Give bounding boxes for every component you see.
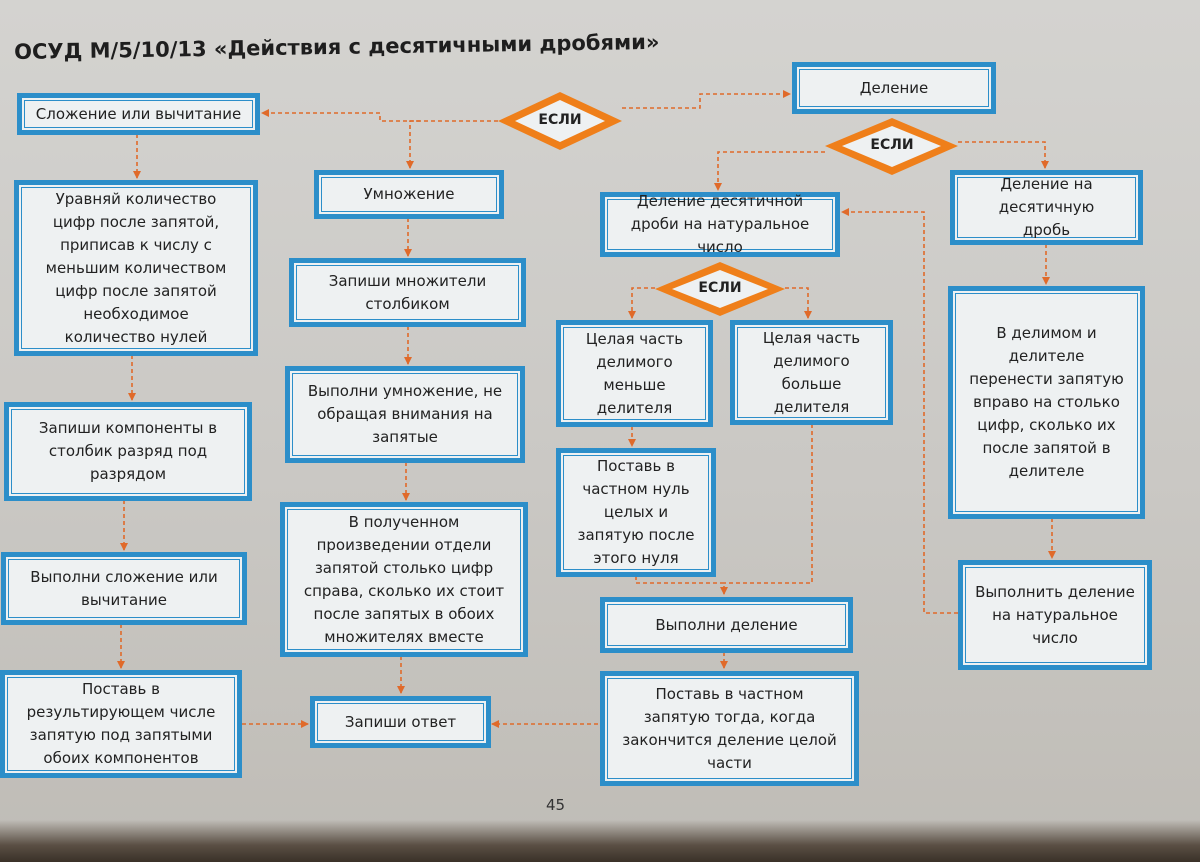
arrow-if2-to-div-natural — [718, 152, 825, 190]
arrow-if3-to-less — [632, 288, 655, 318]
node-add-sub: Сложение или вычитание — [17, 93, 260, 135]
arrow-if-to-division — [622, 94, 790, 108]
node-do-multiply: Выполни умножение, не обращая внимания на запятые — [285, 366, 525, 463]
arrow-if2-to-div-decimal — [958, 142, 1045, 168]
page-bottom-shadow — [0, 820, 1200, 862]
page-title: ОСУД М/5/10/13 «Действия с десятичными дробями» — [14, 29, 660, 64]
node-do-add-sub: Выполни сложение или вычитание — [1, 552, 247, 625]
node-div-by-natural: Деление десятичной дроби на натуральное число — [600, 192, 840, 257]
arrow-if-to-multiply — [410, 121, 420, 168]
node-move-comma: В делимом и делителе перенести запятую вправо на столько цифр, сколько их после запятой в делителе — [948, 286, 1145, 519]
arrow-if3-to-greater — [785, 288, 808, 318]
arrow-if-to-add-sub — [262, 113, 498, 121]
node-comma-in-quotient: Поставь в частном запятую тогда, когда закончится деление целой части — [600, 671, 859, 786]
decision-label-1: ЕСЛИ — [538, 112, 582, 128]
node-zero-whole: Поставь в частном нуль целых и запятую после этого нуля — [556, 448, 716, 577]
arrow-zero-to-do-div — [636, 576, 724, 594]
node-write-factors: Запиши множители столбиком — [289, 258, 526, 327]
node-int-less: Целая часть делимого меньше делителя — [556, 320, 713, 427]
node-write-column: Запиши компоненты в столбик разряд под разрядом — [4, 402, 252, 501]
node-separate-digits: В полученном произведении отдели запятой столько цифр справа, сколько их стоит после запятых в обоих множителях вместе — [280, 502, 528, 657]
node-int-greater: Целая часть делимого больше делителя — [730, 320, 893, 425]
node-division: Деление — [792, 62, 996, 114]
node-write-answer: Запиши ответ — [310, 696, 491, 748]
page-number: 45 — [546, 796, 566, 814]
node-do-div-natural: Выполнить деление на натуральное число — [958, 560, 1152, 670]
decision-label-3: ЕСЛИ — [698, 280, 742, 296]
arrow-greater-to-do-div — [724, 424, 812, 583]
node-multiply: Умножение — [314, 170, 504, 219]
node-div-by-decimal: Деление на десятичную дробь — [950, 170, 1143, 245]
node-do-division: Выполни деление — [600, 597, 853, 653]
node-place-comma-result: Поставь в результирующем числе запятую под запятыми обоих компонентов — [0, 670, 242, 778]
node-equalize: Уравняй количество цифр после запятой, приписав к числу с меньшим количеством цифр после запятой необходимое количество нулей — [14, 180, 258, 356]
decision-label-2: ЕСЛИ — [870, 137, 914, 153]
